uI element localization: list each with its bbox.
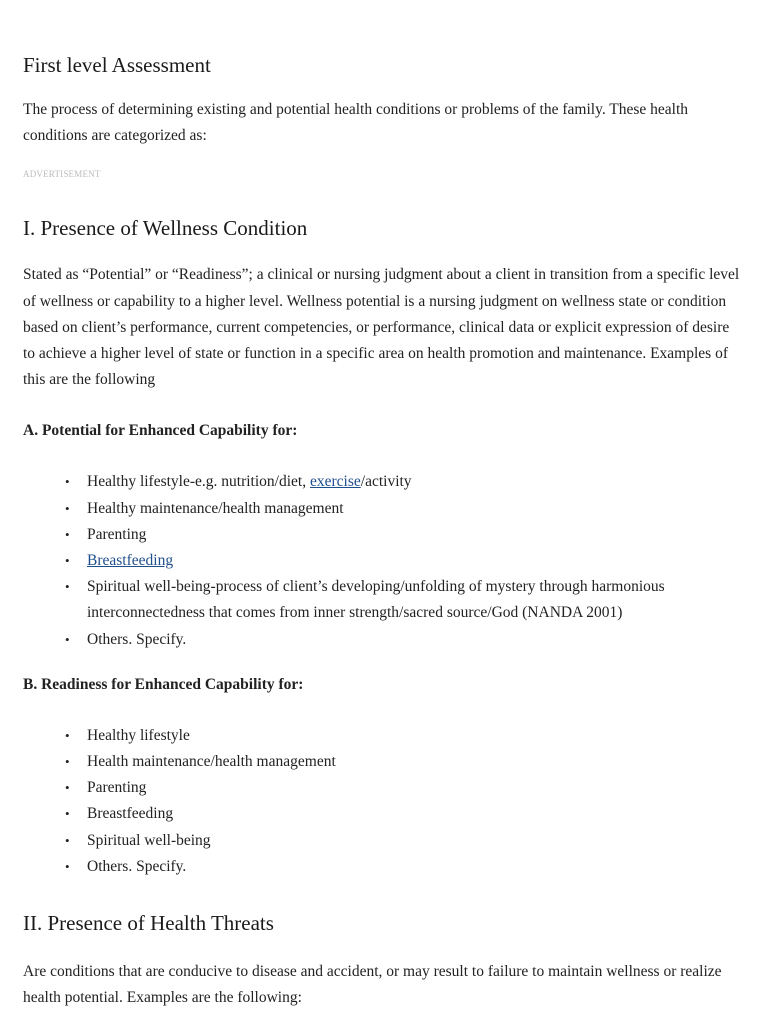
list-item-text: Health maintenance/health management — [87, 753, 336, 771]
bullet-icon: • — [65, 754, 70, 770]
section-heading-first-level-assessment: First level Assessment — [23, 53, 211, 77]
list-item — [65, 854, 745, 880]
bullet-icon: • — [65, 858, 70, 874]
list-item-text: Spiritual well-being-process of client’s developing/unfolding of mystery through harmonious interconnectedness that comes from inner strength/sacred source/God (NANDA 2001) — [87, 578, 665, 622]
bullet-icon: • — [65, 553, 70, 569]
bullet-icon: • — [65, 579, 70, 595]
list-item — [65, 574, 745, 626]
list-item-text: Healthy lifestyle — [87, 726, 190, 744]
bullet-icon: • — [65, 526, 70, 542]
bullet-icon: • — [65, 780, 70, 796]
list-item — [65, 775, 745, 801]
subheading-potential-enhanced: A. Potential for Enhanced Capability for: — [23, 422, 298, 440]
list-item — [65, 749, 745, 775]
list-item — [65, 627, 745, 653]
bullet-icon: • — [65, 832, 70, 848]
intro-paragraph: The process of determining existing and potential health conditions or problems of the family. These health conditions are categorized as: — [23, 101, 689, 145]
exercise-link[interactable]: exercise — [309, 473, 361, 491]
wellness-paragraph: Stated as “Potential” or “Readiness”; a clinical or nursing judgment about a client in transition from a specific level of wellness or capability to a higher level. Wellness potential is a nursing judgment on wellness state or condition based on client’s performance, current competencies, or performance, clinical data or explicit expression of desire to achieve a higher level of state or function in a specific area on health promotion and maintenance. Examples of this are the following — [23, 266, 740, 389]
bullet-icon: • — [65, 500, 70, 516]
section-heading-health-threats: II. Presence of Health Threats — [23, 911, 274, 936]
list-item-text: Healthy maintenance/health management — [87, 499, 344, 517]
list-item — [65, 801, 745, 827]
section-heading-wellness-condition: I. Presence of Wellness Condition — [23, 216, 308, 241]
list-item-text: Healthy lifestyle-e.g. nutrition/diet, — [87, 473, 310, 491]
list-item-text: Spiritual well-being — [87, 831, 211, 849]
list-item — [65, 522, 745, 548]
subheading-readiness-enhanced: B. Readiness for Enhanced Capability for: — [23, 675, 304, 693]
list-item — [65, 496, 745, 522]
bullet-icon: • — [65, 806, 70, 822]
health-threats-paragraph: Are conditions that are conducive to disease and accident, or may result to failure to maintain wellness or realize health potential. Examples are the following: — [23, 963, 722, 1007]
list-item — [65, 548, 745, 574]
list-item — [65, 723, 745, 749]
list-item-text: Breastfeeding — [87, 805, 174, 823]
potential-list — [23, 469, 745, 652]
list-item-text: Others. Specify. — [87, 857, 187, 875]
bullet-icon: • — [65, 727, 70, 743]
advertisement-label: ADVERTISEMENT — [23, 169, 101, 180]
list-item-text: /activity — [360, 473, 412, 491]
list-item — [65, 469, 745, 495]
list-item — [65, 828, 745, 854]
list-item-text: Parenting — [87, 779, 147, 797]
list-item-text: Parenting — [87, 525, 147, 543]
list-item-text: Others. Specify. — [87, 630, 187, 648]
readiness-list — [23, 723, 745, 880]
bullet-icon: • — [65, 631, 70, 647]
breastfeeding-link[interactable]: Breastfeeding — [87, 552, 174, 570]
bullet-icon: • — [65, 474, 70, 490]
